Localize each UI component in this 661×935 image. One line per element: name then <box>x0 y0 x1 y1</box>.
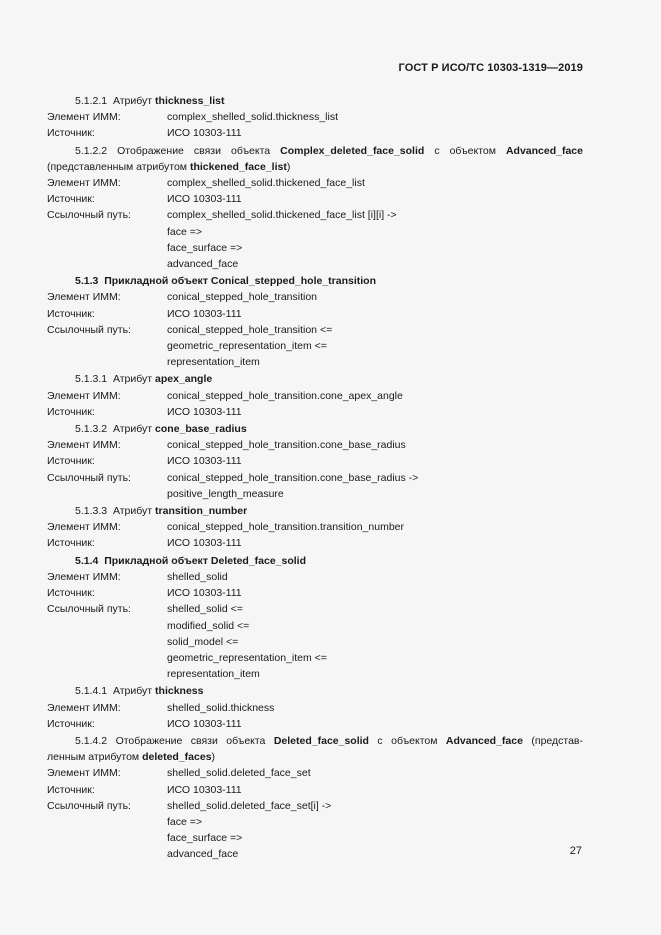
element-label: Элемент ИММ: <box>47 521 121 534</box>
heading-text: ) <box>211 751 216 764</box>
element-label: Элемент ИММ: <box>47 177 121 190</box>
element-label: Элемент ИММ: <box>47 291 121 304</box>
source-value: ИСО 10303-111 <box>167 717 242 730</box>
source-value: ИСО 10303-111 <box>167 307 242 320</box>
source-row <box>47 404 583 420</box>
entity-name: Deleted_face_solid <box>273 734 369 747</box>
source-value: ИСО 10303-111 <box>167 127 242 140</box>
path-step: face_surface => <box>167 241 243 254</box>
section-number: 5.1.4.2 <box>75 734 108 747</box>
element-row <box>47 765 583 781</box>
heading-text: с объектом <box>377 734 438 747</box>
source-value: ИСО 10303-111 <box>167 783 242 796</box>
source-label: Источник: <box>47 307 95 320</box>
heading-word: Атрибут <box>112 373 153 386</box>
source-value: ИСО 10303-111 <box>167 405 242 418</box>
element-row <box>47 175 583 191</box>
heading-word: Атрибут <box>112 685 153 698</box>
path-step: conical_stepped_hole_transition.cone_base_radius -> <box>167 471 419 484</box>
element-row <box>47 388 583 404</box>
heading-word: Атрибут <box>112 95 153 107</box>
ref-path-value <box>167 322 583 371</box>
entity-name: Conical_stepped_hole_transition <box>210 275 377 288</box>
heading-word: Прикладной объект <box>104 554 208 567</box>
ref-path-label: Ссылочный путь: <box>47 323 131 336</box>
source-label: Источник: <box>47 455 95 468</box>
heading-text: (представ- <box>531 734 584 747</box>
path-step: representation_item <box>167 356 260 369</box>
source-label: Источник: <box>47 405 95 418</box>
source-value: ИСО 10303-111 <box>167 455 242 468</box>
attribute-name: thickness_list <box>155 95 225 107</box>
ref-path-row <box>47 207 583 272</box>
element-label: Элемент ИММ: <box>47 439 121 452</box>
heading-5-1-3-1 <box>47 371 583 387</box>
source-value: ИСО 10303-111 <box>167 193 242 206</box>
ref-path-row <box>47 798 583 863</box>
source-row <box>47 306 583 322</box>
section-number: 5.1.2.2 <box>75 144 108 157</box>
heading-5-1-2-2 <box>47 143 583 159</box>
attribute-name: cone_base_radius <box>155 423 247 436</box>
attribute-name: thickened_face_list <box>189 160 287 173</box>
source-label: Источник: <box>47 193 95 206</box>
path-step: face_surface => <box>167 832 243 845</box>
ref-path-row <box>47 470 583 502</box>
ref-path-value <box>167 798 583 863</box>
path-step: face => <box>167 225 203 238</box>
element-row <box>47 109 583 125</box>
source-row <box>47 191 583 207</box>
heading-text: с объектом <box>434 144 496 157</box>
attribute-name: apex_angle <box>155 373 213 386</box>
path-step: geometric_representation_item <= <box>167 340 327 353</box>
source-label: Источник: <box>47 783 95 796</box>
element-label: Элемент ИММ: <box>47 570 121 583</box>
heading-word: Атрибут <box>112 423 153 436</box>
heading-word: Прикладной объект <box>104 275 208 288</box>
attribute-name: transition_number <box>155 505 248 518</box>
path-step: positive_length_measure <box>167 487 284 500</box>
section-number: 5.1.3 <box>75 275 99 288</box>
path-step: advanced_face <box>167 258 239 271</box>
source-row <box>47 585 583 601</box>
section-number: 5.1.4.1 <box>75 685 108 698</box>
element-value: complex_shelled_solid.thickened_face_list <box>167 177 365 190</box>
element-label: Элемент ИММ: <box>47 111 121 124</box>
document-header: ГОСТ Р ИСО/ТС 10303-1319—2019 <box>398 62 583 74</box>
source-label: Источник: <box>47 537 95 550</box>
heading-word: Атрибут <box>112 505 153 518</box>
section-number: 5.1.3.3 <box>75 505 108 518</box>
element-label: Элемент ИММ: <box>47 389 121 402</box>
path-step: solid_model <= <box>167 635 239 648</box>
element-row <box>47 569 583 585</box>
section-number: 5.1.3.2 <box>75 423 108 436</box>
element-value: conical_stepped_hole_transition <box>167 291 318 304</box>
source-label: Источник: <box>47 717 95 730</box>
element-value: conical_stepped_hole_transition.cone_base_radius <box>167 439 406 452</box>
path-step: advanced_face <box>167 848 239 861</box>
ref-path-label: Ссылочный путь: <box>47 799 131 812</box>
heading-continuation <box>47 159 583 175</box>
source-value: ИСО 10303-111 <box>167 587 242 600</box>
ref-path-value <box>167 601 583 682</box>
element-row <box>47 437 583 453</box>
heading-text: (представленным атрибутом <box>47 160 188 173</box>
element-value: complex_shelled_solid.thickness_list <box>167 111 339 124</box>
path-step: shelled_solid.deleted_face_set[i] -> <box>167 799 332 812</box>
path-step: geometric_representation_item <= <box>167 651 327 664</box>
path-step: representation_item <box>167 668 260 681</box>
source-row <box>47 125 583 141</box>
heading-5-1-3-2 <box>47 421 583 437</box>
source-label: Источник: <box>47 587 95 600</box>
element-value: shelled_solid.deleted_face_set <box>167 767 311 780</box>
path-step: complex_shelled_solid.thickened_face_list [i][i] -> <box>167 209 397 222</box>
source-value: ИСО 10303-111 <box>167 537 242 550</box>
attribute-name: thickness <box>155 685 204 698</box>
path-step: conical_stepped_hole_transition <= <box>167 323 333 336</box>
heading-5-1-3 <box>47 273 583 289</box>
source-label: Источник: <box>47 127 95 140</box>
heading-text: ленным атрибутом <box>47 751 140 764</box>
document-body <box>47 92 583 863</box>
source-row <box>47 716 583 732</box>
element-value: conical_stepped_hole_transition.cone_apex_angle <box>167 389 403 402</box>
element-row <box>47 700 583 716</box>
heading-5-1-4 <box>47 553 583 569</box>
heading-5-1-3-3 <box>47 503 583 519</box>
ref-path-row <box>47 322 583 371</box>
element-row <box>47 519 583 535</box>
ref-path-label: Ссылочный путь: <box>47 603 131 616</box>
element-label: Элемент ИММ: <box>47 767 121 780</box>
section-number: 5.1.4 <box>75 554 99 567</box>
heading-text: Отображение связи объекта <box>117 144 271 157</box>
section-number: 5.1.2.1 <box>75 95 108 107</box>
element-value: shelled_solid.thickness <box>167 701 275 714</box>
entity-name: Complex_deleted_face_solid <box>280 144 425 157</box>
heading-text: ) <box>286 160 291 173</box>
element-row <box>47 289 583 305</box>
ref-path-value <box>167 207 583 272</box>
heading-5-1-4-1 <box>47 683 583 699</box>
element-value: shelled_solid <box>167 570 228 583</box>
heading-continuation <box>47 749 583 765</box>
entity-name: Deleted_face_solid <box>210 554 307 567</box>
source-row <box>47 535 583 551</box>
heading-text: Отображение связи объекта <box>115 734 266 747</box>
path-step: modified_solid <= <box>167 619 250 632</box>
section-number: 5.1.3.1 <box>75 373 108 386</box>
source-row <box>47 782 583 798</box>
ref-path-label: Ссылочный путь: <box>47 209 131 222</box>
heading-5-1-2-1 <box>47 93 583 109</box>
entity-name: Advanced_face <box>505 144 583 157</box>
entity-name: Advanced_face <box>445 734 523 747</box>
page-number: 27 <box>569 845 582 857</box>
ref-path-label: Ссылочный путь: <box>47 471 131 484</box>
path-step: shelled_solid <= <box>167 603 243 616</box>
ref-path-row <box>47 601 583 682</box>
source-row <box>47 453 583 469</box>
heading-5-1-4-2 <box>47 733 583 749</box>
ref-path-value <box>167 470 583 502</box>
element-label: Элемент ИММ: <box>47 701 121 714</box>
path-step: face => <box>167 815 203 828</box>
element-value: conical_stepped_hole_transition.transition_number <box>167 521 404 534</box>
attribute-name: deleted_faces <box>142 751 212 764</box>
